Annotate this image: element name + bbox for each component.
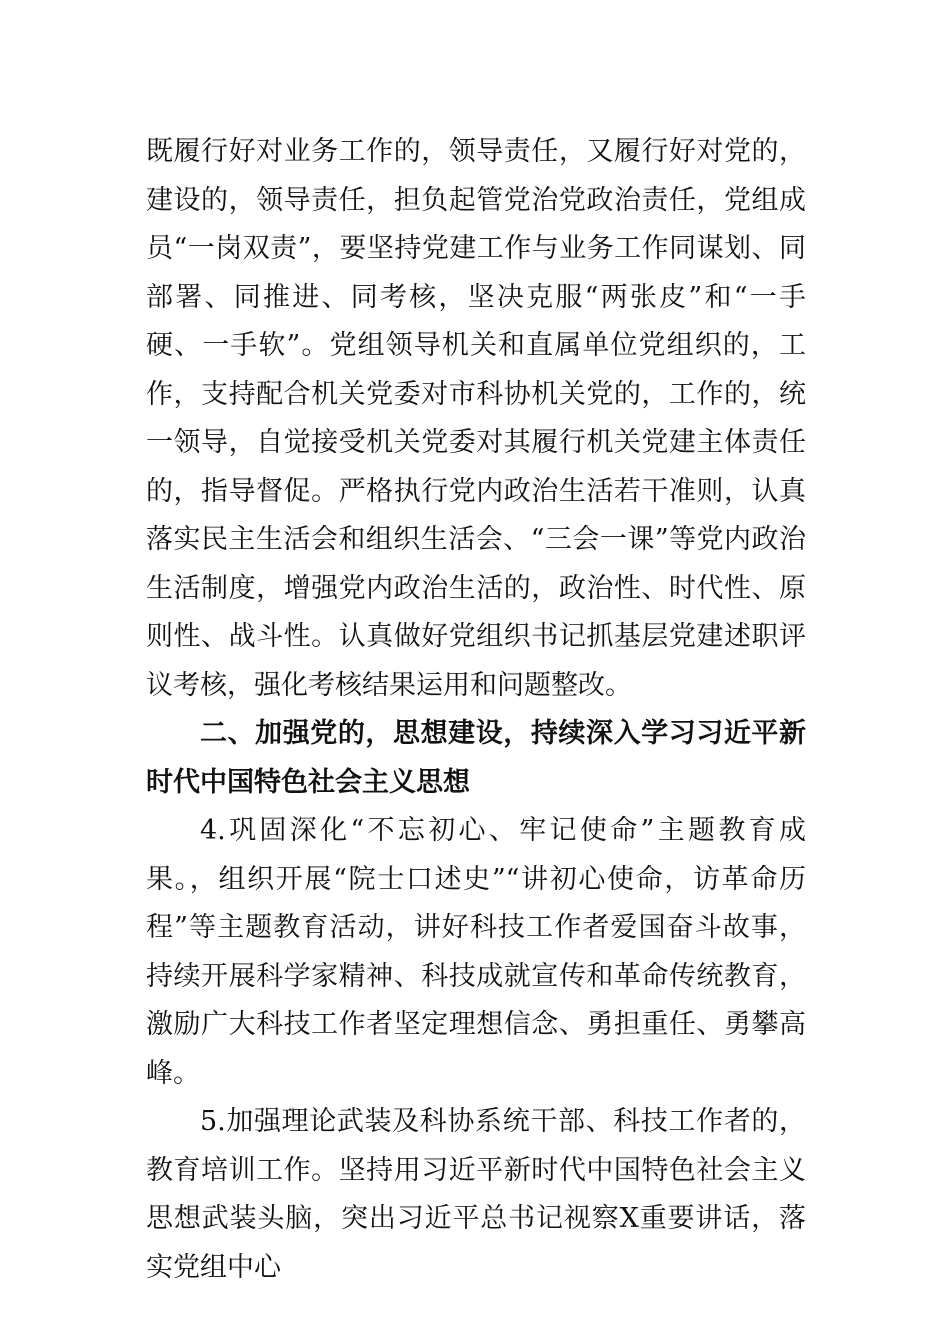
paragraph-continuation: 既履行好对业务工作的，领导责任，又履行好对党的，建设的，领导责任，担负起管党治党政治责任，党组成员“一岗双责”，要坚持党建工作与业务工作同谋划、同部署、同推进、同考核，坚决克服“两张皮”和“一手硬、一手软”。党组领导机关和直属单位党组织的，工作，支持配合机关党委对市科协机关党的，工作的，统一领导，自觉接受机关党委对其履行机关党建主体责任的，指导督促。严格执行党内政治生活若干准则，认真落实民主生活会和组织生活会、“三会一课”等党内政治生活制度，增强党内政治生活的，政治性、时代性、原则性、战斗性。认真做好党组织书记抓基层党建述职评议考核，强化考核结果运用和问题整改。 <box>146 136 806 701</box>
paragraph-item-5: 5.加强理论武装及科协系统干部、科技工作者的，教育培训工作。坚持用习近平新时代中国特色社会主义思想武装头脑，突出习近平总书记视察X重要讲话，落实党组中心 <box>146 1106 806 1283</box>
document-body <box>146 128 806 1292</box>
section-heading: 二、加强党的，思想建设，持续深入学习习近平新时代中国特色社会主义思想 <box>146 718 806 798</box>
paragraph-item-4: 4.巩固深化“不忘初心、牢记使命”主题教育成果。，组织开展“院士口述史”“讲初心使命，访革命历程”等主题教育活动，讲好科技工作者爱国奋斗故事，持续开展科学家精神、科技成就宣传和革命传统教育，激励广大科技工作者坚定理想信念、勇担重任、勇攀高峰。 <box>146 815 806 1089</box>
